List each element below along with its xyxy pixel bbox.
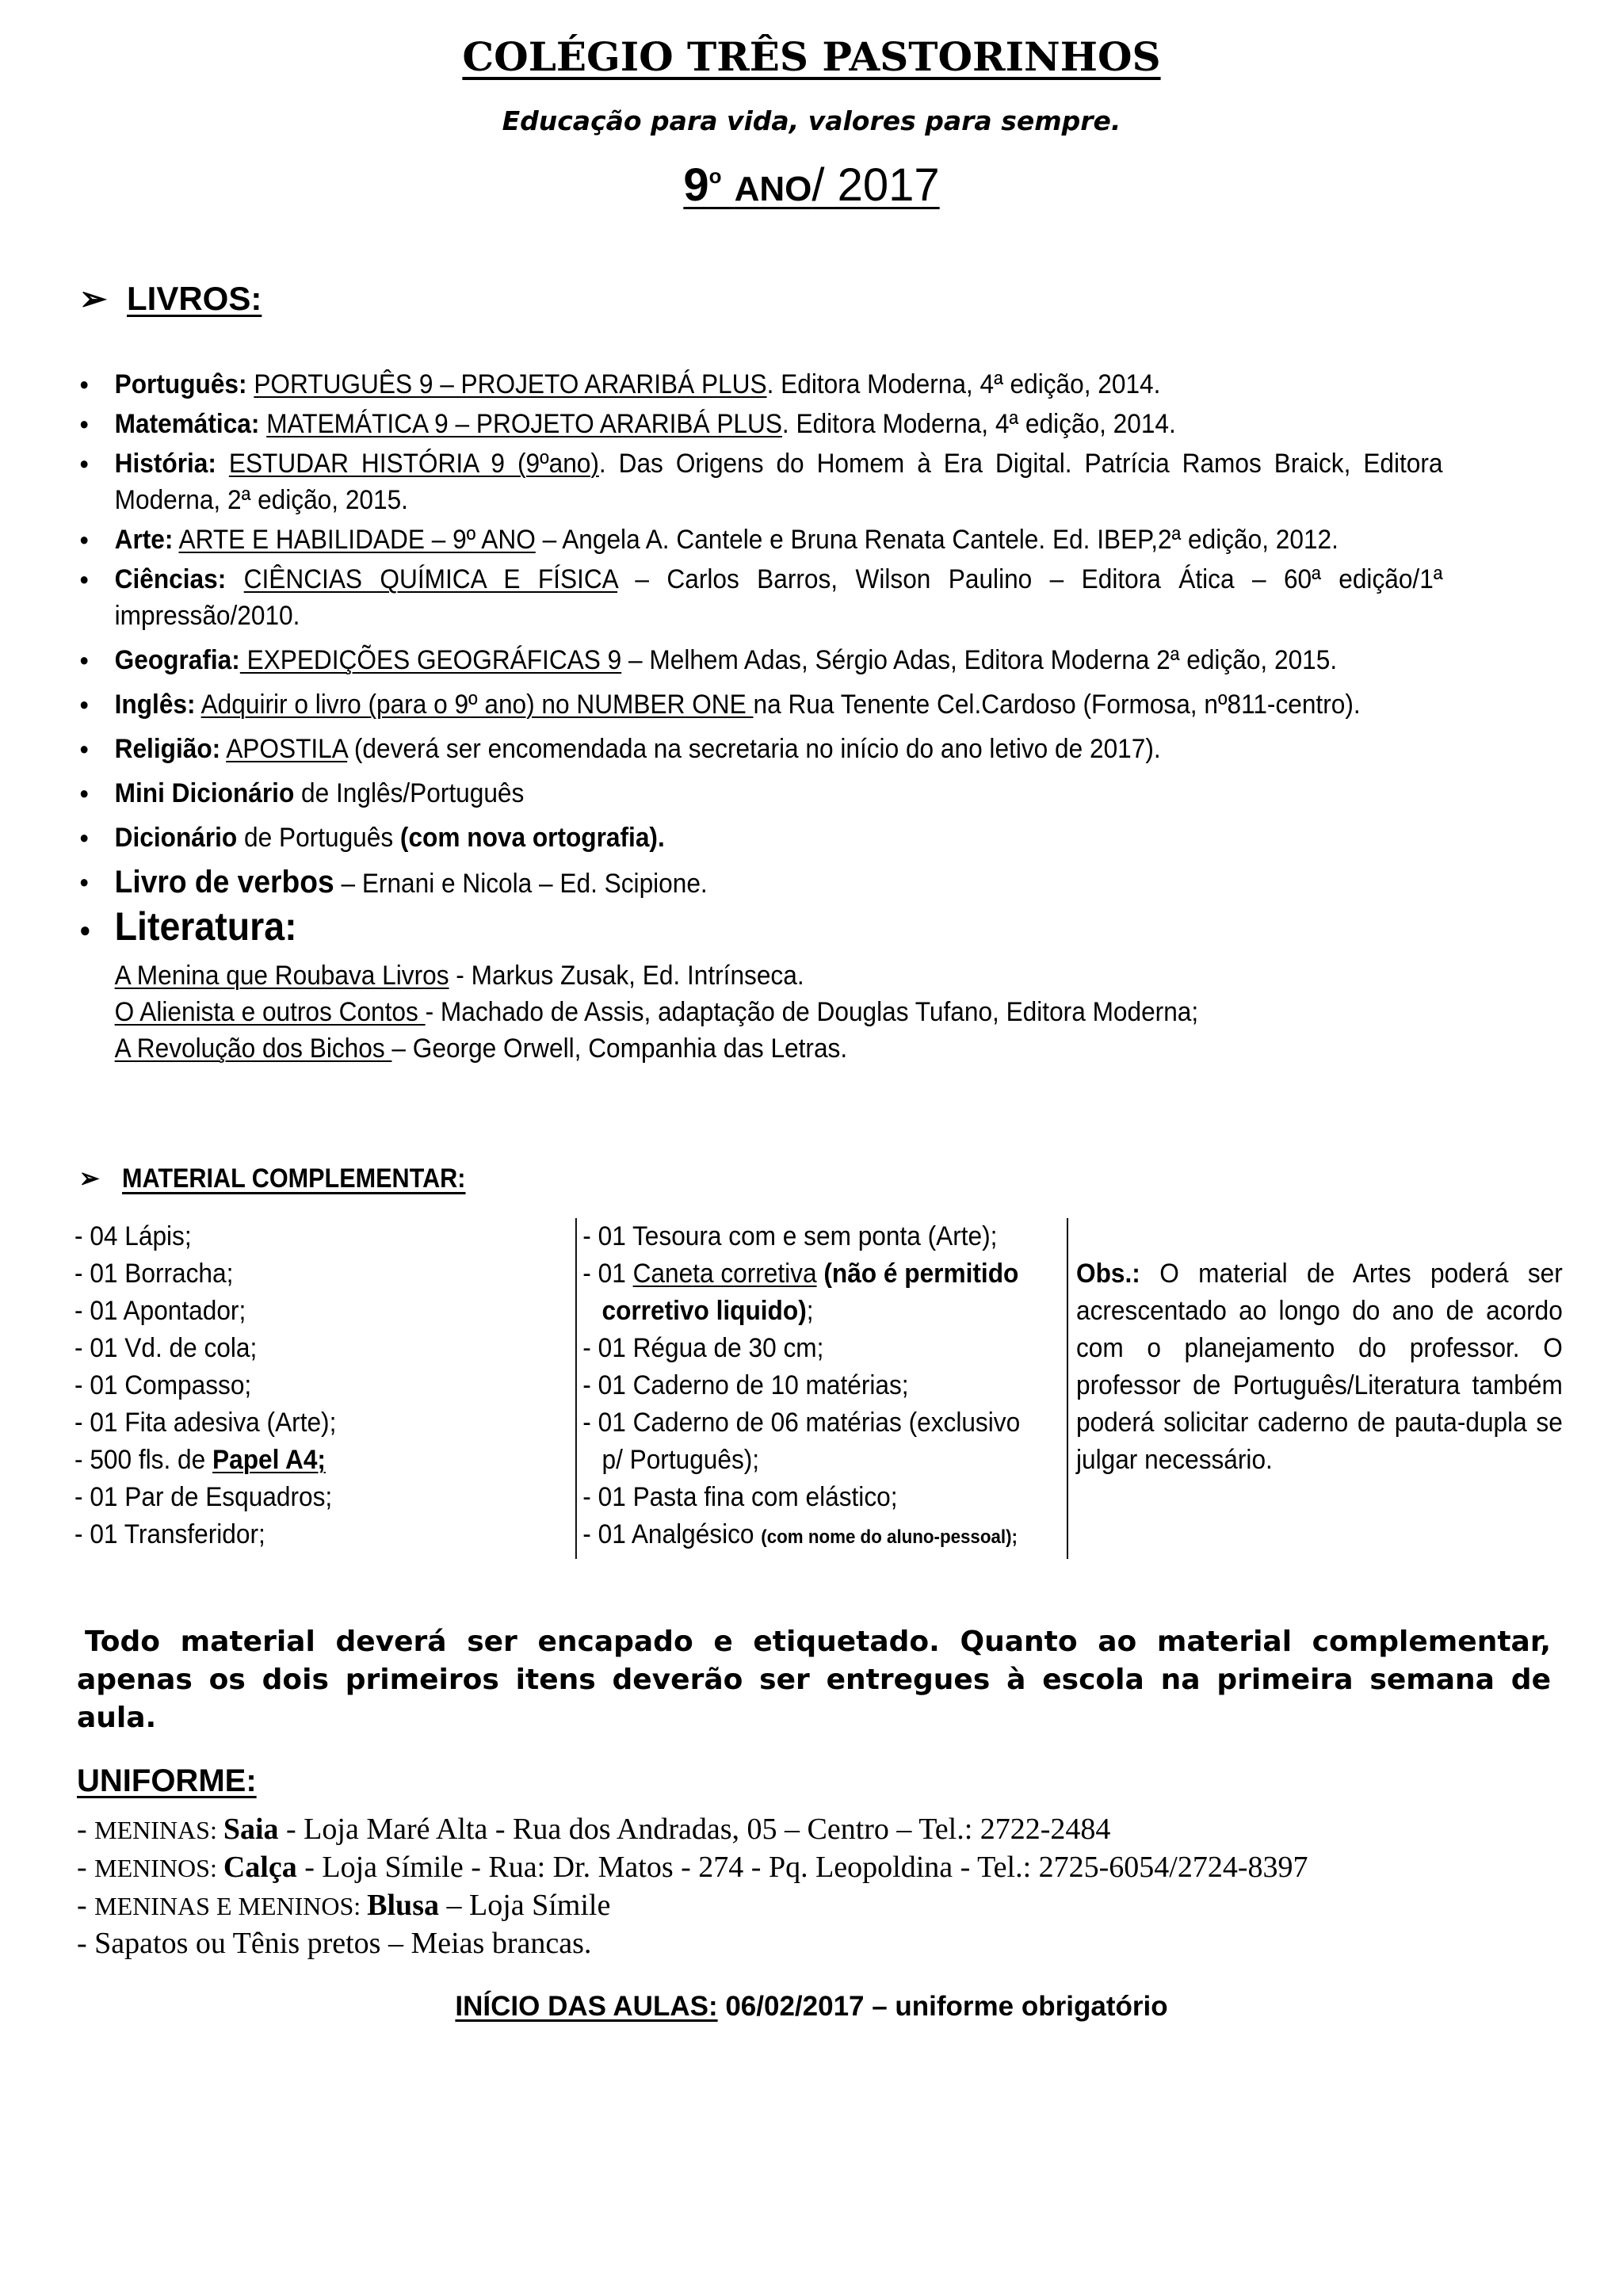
uniform-piece: Saia — [223, 1813, 279, 1846]
book-subject: Matemática: — [114, 409, 260, 439]
material-item: - 01 Régua de 30 cm; — [582, 1333, 824, 1363]
material-item: - 01 Caderno de 06 matérias (exclusivo — [582, 1408, 1021, 1438]
class-start-line — [0, 1991, 1623, 2023]
book-details: . Das Origens do Homem à Era Digital. Patrícia Ramos Braick, Editora Moderna, 2ª edição, 2015. — [114, 449, 1443, 515]
observation-label: Obs.: — [1076, 1259, 1140, 1289]
material-item-text: ; — [806, 1296, 814, 1326]
uniform-item — [77, 1887, 1567, 1925]
class-start-label: INÍCIO DAS AULAS: — [455, 1991, 718, 2022]
uniform-details: - Loja Maré Alta - Rua dos Andradas, 05 – Centro – Tel.: 2722-2484 — [278, 1813, 1111, 1846]
grade-year: / 2017 — [812, 159, 940, 211]
literature-item — [115, 1030, 1443, 1067]
book-details: – Carlos Barros, Wilson Paulino – Editora Ática – 60ª edição/1ª impressão/2010. — [114, 564, 1443, 631]
book-title: PORTUGUÊS 9 – PROJETO ARARIBÁ PLUS — [254, 369, 767, 399]
literature-title: A Revolução dos Bichos — [114, 1033, 392, 1064]
book-item-portugues — [79, 366, 1443, 403]
grade-ordinal: o — [708, 164, 722, 188]
uniform-piece: Calça — [223, 1851, 297, 1884]
material-item-underlined: Caneta corretiva — [632, 1259, 817, 1289]
book-subject: História: — [114, 449, 216, 479]
material-item: - 01 Pasta fina com elástico; — [582, 1482, 898, 1512]
material-item-text: - 01 Analgésico — [582, 1519, 762, 1549]
book-title: ARTE E HABILIDADE — [178, 525, 425, 555]
material-item-emphasis: (não é permitido — [816, 1259, 1019, 1289]
book-details: na Rua Tenente Cel.Cardoso (Formosa, nº811-centro). — [753, 690, 1361, 720]
material-item-text: - 01 — [582, 1259, 633, 1289]
book-item-arte — [79, 521, 1443, 558]
book-details: – Melhem Adas, Sérgio Adas, Editora Moderna 2ª edição, 2015. — [621, 645, 1338, 675]
books-list — [79, 366, 1443, 1067]
material-item: - 01 Vd. de cola; — [74, 1333, 258, 1363]
arrow-bullet-icon: ➢ — [79, 1163, 100, 1194]
book-item-literatura — [79, 904, 1443, 949]
book-subject: Literatura: — [114, 904, 297, 949]
book-item-mini-dicionario — [79, 775, 1443, 812]
book-title: CIÊNCIAS QUÍMICA E FÍSICA — [243, 564, 618, 594]
material-notice: Todo material deverá ser encapado e etiquetado. Quanto ao material complementar, apenas os dois primeiros itens deverão ser entregues à escola na primeira semana de aula. — [77, 1626, 1551, 1734]
book-subject: Livro de verbos — [114, 865, 334, 900]
book-item-historia — [79, 445, 1443, 518]
uniform-item: - Sapatos ou Tênis pretos – Meias brancas. — [77, 1927, 592, 1960]
book-item-dicionario — [79, 819, 1443, 856]
uniform-dash: - — [77, 1813, 95, 1846]
literature-item — [115, 957, 1443, 994]
grade-number: 9 — [683, 159, 709, 211]
book-details: – Angela A. Cantele e Bruna Renata Cantele. Ed. IBEP,2ª edição, 2012. — [535, 525, 1338, 555]
material-item — [582, 1255, 1054, 1293]
material-column-1 — [74, 1218, 532, 1553]
material-item — [582, 1516, 1054, 1556]
material-item: - 01 Par de Esquadros; — [74, 1482, 333, 1512]
uniform-item — [77, 1849, 1567, 1887]
school-name-text: COLÉGIO TRÊS PASTORINHOS — [462, 33, 1161, 80]
material-item-emphasis: Papel A4; — [212, 1445, 326, 1475]
book-title: MATEMÁTICA 9 – PROJETO ARARIBÁ PLUS — [266, 409, 782, 439]
book-subject: Geografia: — [114, 645, 240, 675]
book-item-religiao — [79, 731, 1443, 767]
material-item: - 01 Transferidor; — [74, 1519, 265, 1549]
book-subject: Inglês: — [114, 690, 196, 720]
book-subject: Ciências: — [114, 564, 227, 594]
book-note: (com nova ortografia). — [399, 823, 665, 853]
arrow-bullet-icon: ➢ — [79, 280, 108, 317]
book-subject: Mini Dicionário — [114, 778, 295, 808]
material-item-emphasis: corretivo liquido) — [601, 1296, 807, 1326]
literature-title: O Alienista e outros Contos — [114, 997, 426, 1027]
book-details: . Editora Moderna, 4ª edição, 2014. — [766, 369, 1161, 399]
material-section-heading — [79, 1163, 465, 1194]
uniform-details: - Loja Símile - Rua: Dr. Matos - 274 - Pq. Leopoldina - Tel.: 2725-6054/2724-8397 — [296, 1851, 1308, 1884]
material-item-note: (com nome do aluno-pessoal); — [761, 1526, 1018, 1548]
book-title: Adquirir o livro (para o 9º ano) no NUMBER ONE — [200, 690, 754, 720]
books-section-heading — [79, 279, 262, 318]
literature-title: A Menina que Roubava Livros — [114, 961, 449, 991]
literature-details: - Machado de Assis, adaptação de Douglas Tufano, Editora Moderna; — [425, 997, 1199, 1027]
book-subject: Dicionário — [114, 823, 238, 853]
uniform-item — [77, 1811, 1567, 1849]
book-title: EXPEDIÇÕES GEOGRÁFICAS 9 — [239, 645, 622, 675]
material-observation-column — [1067, 1218, 1568, 1559]
literature-details: – George Orwell, Companhia das Letras. — [391, 1033, 848, 1064]
book-title-grade: 9º ANO — [453, 525, 536, 555]
uniform-list — [77, 1811, 1567, 1962]
books-heading-text: LIVROS: — [127, 280, 262, 317]
material-item-continuation — [582, 1293, 1054, 1330]
material-item: - 01 Compasso; — [74, 1370, 252, 1400]
literature-item — [115, 994, 1443, 1030]
uniform-audience: MENINAS: — [94, 1816, 223, 1844]
grade-year-heading — [0, 159, 1623, 212]
book-subject: Arte: — [114, 525, 174, 555]
school-motto: Educação para vida, valores para sempre. — [502, 105, 1121, 136]
observation-body: O material de Artes poderá ser acrescentado ao longo do ano de acordo com o planejamento do professor. O professor de Português/Literatura também poderá solicitar caderno de pauta-dupla se julgar necessário. — [1076, 1259, 1563, 1475]
material-item: - 04 Lápis; — [74, 1221, 192, 1251]
uniform-details: – Loja Símile — [438, 1889, 611, 1922]
material-item: - 01 Borracha; — [74, 1259, 234, 1289]
school-name — [0, 33, 1623, 80]
uniform-audience: MENINAS E MENINOS: — [94, 1892, 368, 1920]
class-start-date: 06/02/2017 – uniforme obrigatório — [717, 1991, 1168, 2022]
book-item-matematica — [79, 406, 1443, 442]
uniform-piece: Blusa — [367, 1889, 439, 1922]
book-details: (deverá ser encomendada na secretaria no início do ano letivo de 2017). — [347, 734, 1161, 764]
book-title: APOSTILA — [226, 734, 348, 764]
observation-text — [1076, 1255, 1563, 1479]
material-heading-text: MATERIAL COMPLEMENTAR: — [122, 1163, 466, 1194]
grade-year-text — [683, 159, 939, 211]
book-details: de Inglês/Português — [294, 778, 525, 808]
material-item — [74, 1442, 532, 1479]
book-title: ESTUDAR HISTÓRIA 9 (9ºano) — [228, 449, 599, 479]
book-subject: Português: — [114, 369, 247, 399]
book-title-separator: – — [424, 525, 453, 555]
book-item-geografia — [79, 642, 1443, 678]
material-item: - 01 Caderno de 10 matérias; — [582, 1370, 909, 1400]
uniform-audience: MENINOS: — [94, 1854, 223, 1882]
uniform-heading: UNIFORME: — [77, 1763, 257, 1798]
book-details: de Português — [237, 823, 400, 853]
book-item-ciencias — [79, 561, 1443, 634]
material-item-text: - 500 fls. de — [74, 1445, 213, 1475]
book-subject: Religião: — [114, 734, 221, 764]
grade-word: ANO — [734, 170, 812, 208]
uniform-dash: - — [77, 1889, 95, 1922]
book-item-ingles — [79, 686, 1443, 723]
material-item: - 01 Tesoura com e sem ponta (Arte); — [582, 1221, 998, 1251]
literature-list — [79, 957, 1443, 1067]
book-details: . Editora Moderna, 4ª edição, 2014. — [781, 409, 1176, 439]
material-item: - 01 Fita adesiva (Arte); — [74, 1408, 337, 1438]
material-item: - 01 Apontador; — [74, 1296, 246, 1326]
material-column-2 — [575, 1218, 1055, 1559]
literature-details: - Markus Zusak, Ed. Intrínseca. — [449, 961, 804, 991]
material-item-continuation: p/ Português); — [601, 1445, 760, 1475]
book-item-verbos — [79, 864, 1443, 902]
book-details: – Ernani e Nicola – Ed. Scipione. — [334, 869, 708, 899]
uniform-dash: - — [77, 1851, 95, 1884]
